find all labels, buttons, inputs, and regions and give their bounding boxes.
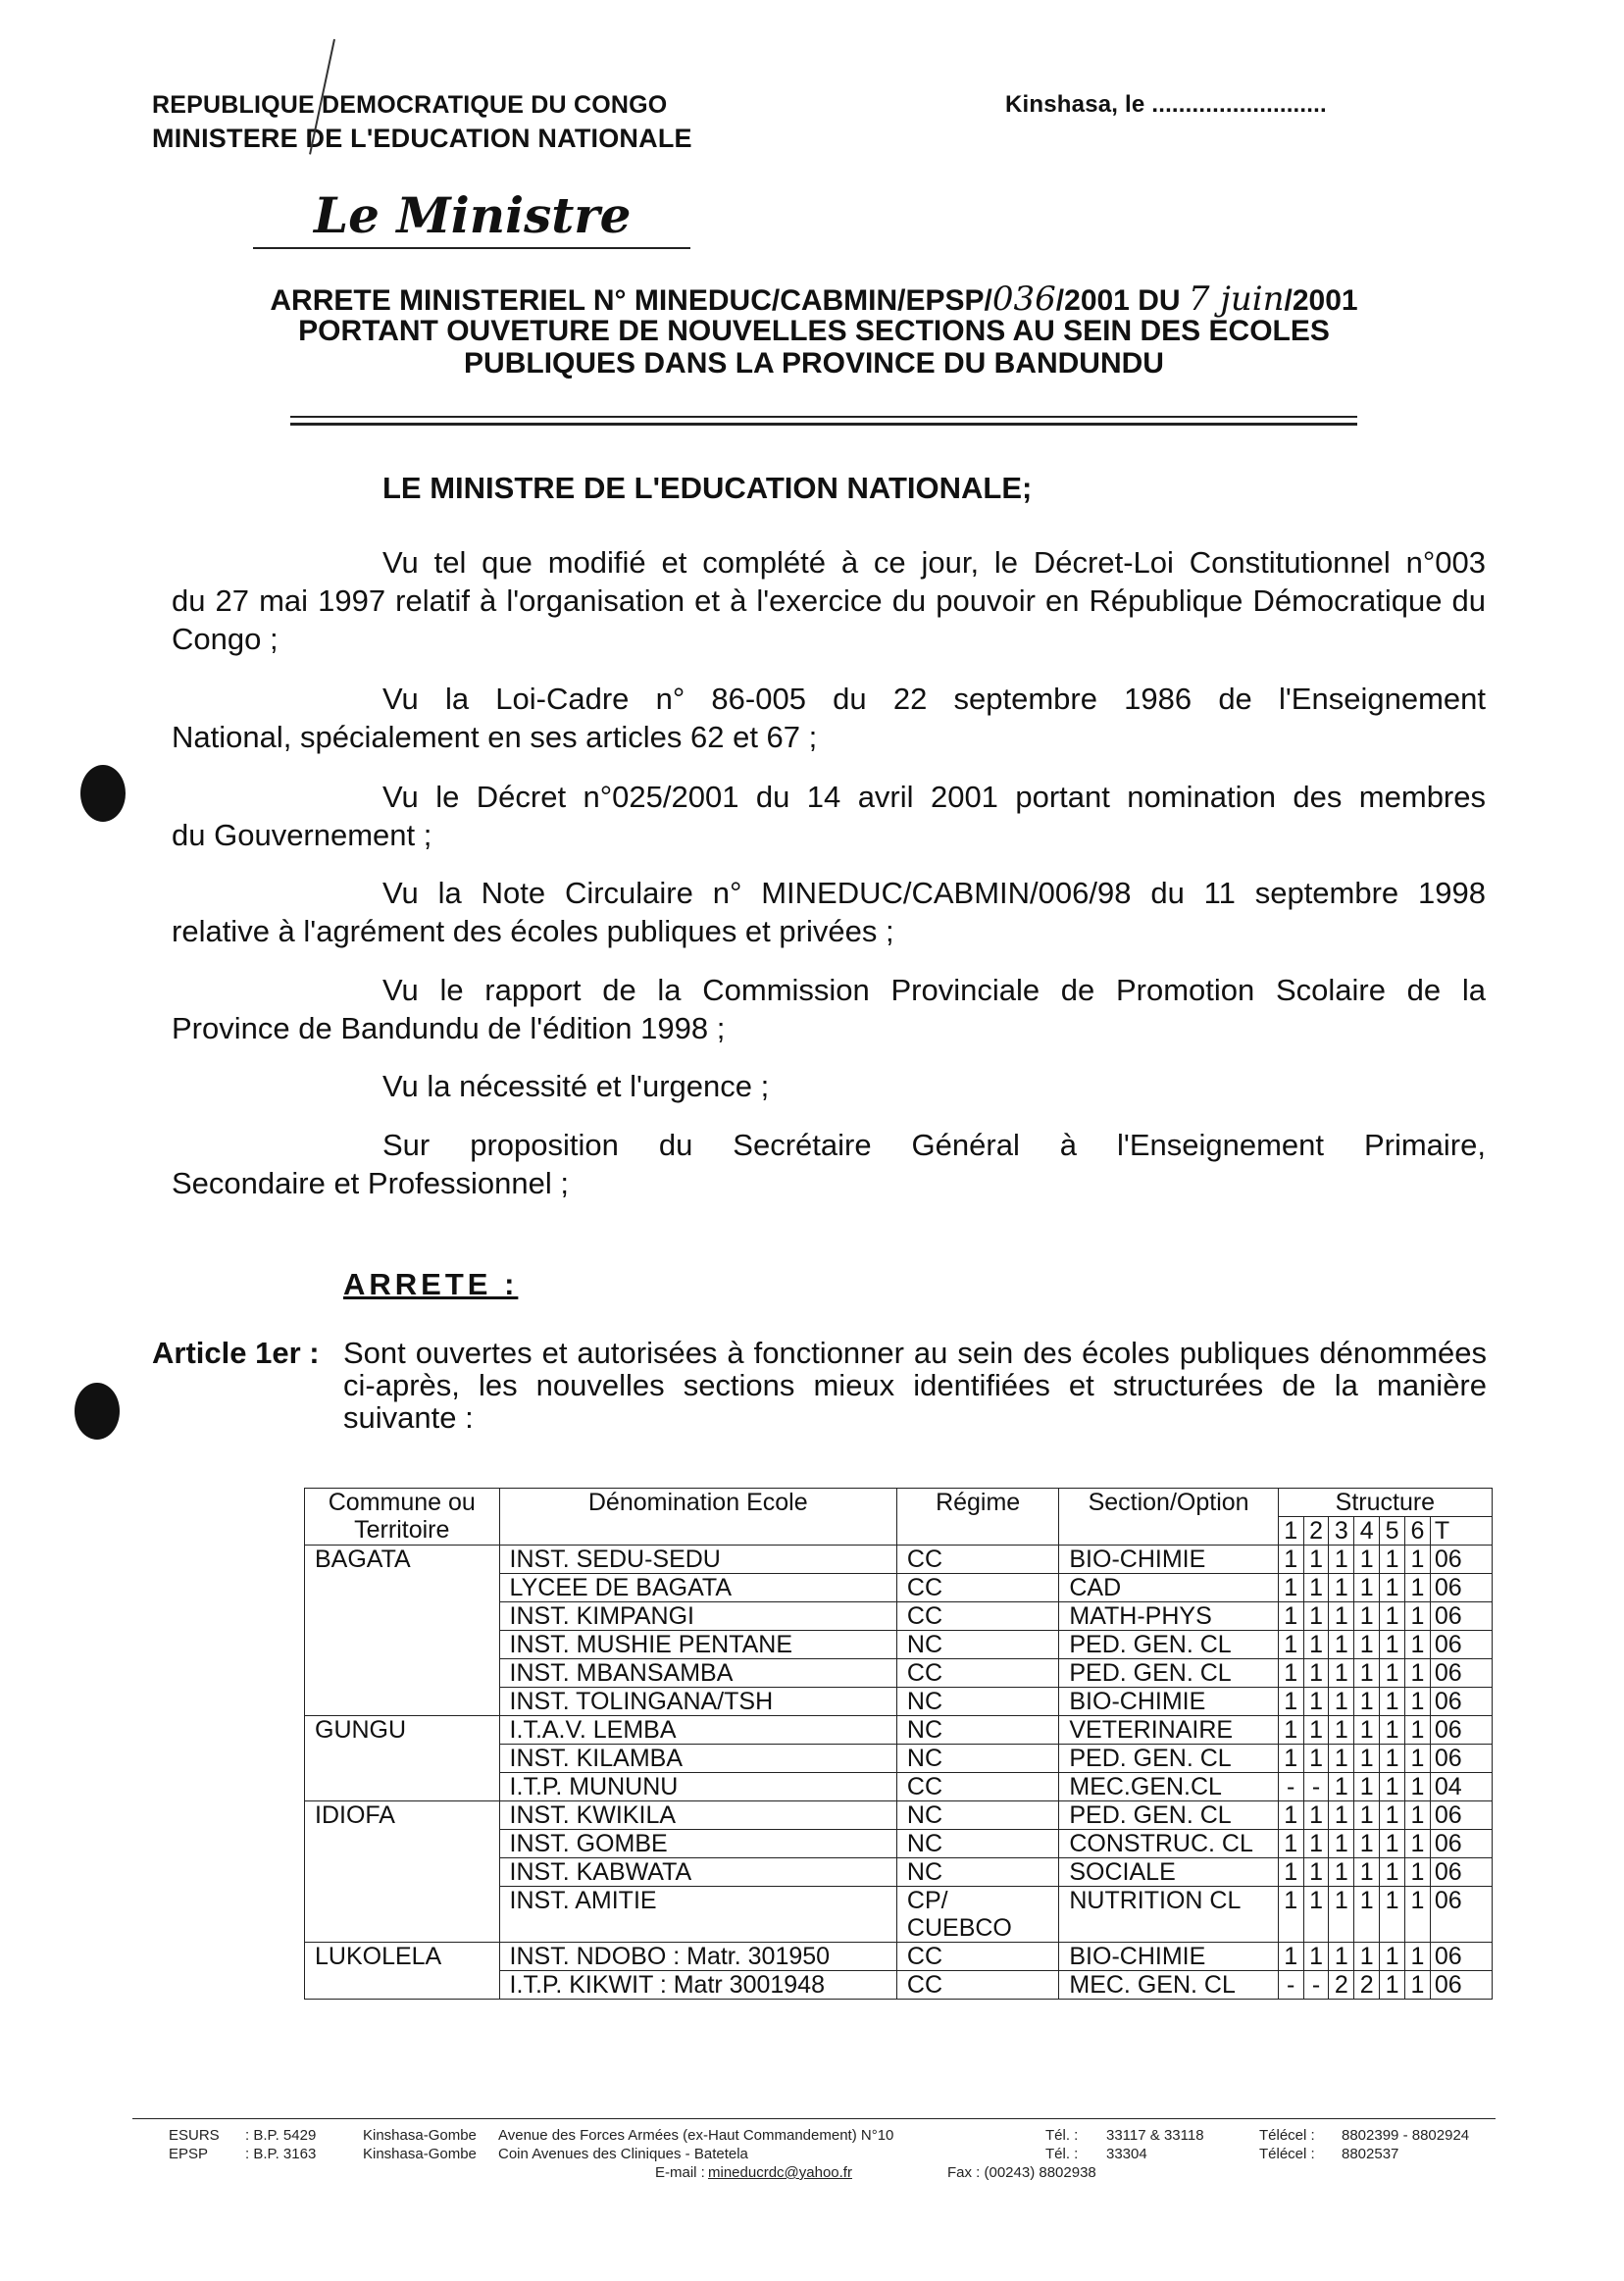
cell-structure-total: 06 — [1430, 1716, 1492, 1745]
cell-structure-5: 1 — [1380, 1773, 1405, 1801]
cell-regime: CP/ CUEBCO — [896, 1887, 1058, 1943]
cell-structure-5: 1 — [1380, 1659, 1405, 1688]
cell-regime: CC — [896, 1602, 1058, 1631]
cell-structure-4: 2 — [1354, 1971, 1380, 2000]
footer-row2-city: Kinshasa-Gombe — [363, 2146, 477, 2162]
cell-regime: CC — [896, 1971, 1058, 2000]
cell-structure-5: 1 — [1380, 1631, 1405, 1659]
cell-regime: NC — [896, 1858, 1058, 1887]
cell-section: NUTRITION CL — [1059, 1887, 1278, 1943]
table-row — [305, 1773, 1493, 1801]
table-row — [305, 1716, 1493, 1745]
cell-structure-6: 1 — [1404, 1801, 1430, 1830]
struct-col-total: T — [1430, 1517, 1492, 1546]
cell-structure-2: 1 — [1303, 1631, 1329, 1659]
cell-commune — [305, 1688, 500, 1716]
table-row — [305, 1887, 1493, 1943]
cell-structure-total: 06 — [1430, 1830, 1492, 1858]
cell-commune — [305, 1858, 500, 1887]
cell-section: VETERINAIRE — [1059, 1716, 1278, 1745]
col-regime: Régime — [896, 1489, 1058, 1546]
cell-commune — [305, 1887, 500, 1943]
cell-regime: CC — [896, 1773, 1058, 1801]
cell-school: INST. KABWATA — [499, 1858, 896, 1887]
cell-commune: BAGATA — [305, 1546, 500, 1574]
cell-structure-6: 1 — [1404, 1858, 1430, 1887]
col-commune: Commune ou Territoire — [305, 1489, 500, 1546]
cell-commune — [305, 1659, 500, 1688]
cell-structure-4: 1 — [1354, 1745, 1380, 1773]
cell-structure-total: 06 — [1430, 1688, 1492, 1716]
cell-structure-total: 04 — [1430, 1773, 1492, 1801]
cell-commune — [305, 1745, 500, 1773]
cell-school: INST. KILAMBA — [499, 1745, 896, 1773]
cell-structure-5: 1 — [1380, 1602, 1405, 1631]
cell-commune — [305, 1602, 500, 1631]
struct-col-4: 4 — [1354, 1517, 1380, 1546]
cell-school: INST. AMITIE — [499, 1887, 896, 1943]
col-structure: Structure — [1278, 1489, 1492, 1517]
title-rule-top — [290, 416, 1357, 418]
cell-structure-1: 1 — [1278, 1801, 1303, 1830]
cell-structure-1: - — [1278, 1773, 1303, 1801]
footer-row1-address: Avenue des Forces Armées (ex-Haut Commandement) N°10 — [498, 2127, 894, 2144]
cell-structure-5: 1 — [1380, 1716, 1405, 1745]
cell-regime: CC — [896, 1574, 1058, 1602]
struct-col-5: 5 — [1380, 1517, 1405, 1546]
cell-structure-total: 06 — [1430, 1887, 1492, 1943]
cell-structure-6: 1 — [1404, 1773, 1430, 1801]
cell-structure-2: 1 — [1303, 1801, 1329, 1830]
table-row — [305, 1830, 1493, 1858]
signature-underline — [253, 247, 690, 249]
cell-commune — [305, 1830, 500, 1858]
cell-structure-1: 1 — [1278, 1574, 1303, 1602]
cell-structure-3: 1 — [1329, 1943, 1354, 1971]
footer-fax: Fax : (00243) 8802938 — [947, 2164, 1096, 2181]
footer-row2-address: Coin Avenues des Cliniques - Batetela — [498, 2146, 748, 2162]
cell-structure-4: 1 — [1354, 1546, 1380, 1574]
cell-structure-3: 1 — [1329, 1631, 1354, 1659]
cell-regime: NC — [896, 1716, 1058, 1745]
table-row — [305, 1688, 1493, 1716]
consideration-4: Vu la Note Circulaire n° MINEDUC/CABMIN/006/98 du 11 septembre 1998 relative à l'agrément des écoles publiques et privées ; — [172, 876, 1486, 948]
cell-section: MEC.GEN.CL — [1059, 1773, 1278, 1801]
cell-school: INST. NDOBO : Matr. 301950 — [499, 1943, 896, 1971]
cell-section: PED. GEN. CL — [1059, 1745, 1278, 1773]
cell-structure-4: 1 — [1354, 1574, 1380, 1602]
cell-structure-5: 1 — [1380, 1546, 1405, 1574]
cell-structure-6: 1 — [1404, 1546, 1430, 1574]
article1-label: Article 1er : — [152, 1336, 320, 1370]
cell-structure-2: 1 — [1303, 1887, 1329, 1943]
cell-structure-total: 06 — [1430, 1858, 1492, 1887]
footer-rule — [132, 2118, 1496, 2119]
cell-commune — [305, 1631, 500, 1659]
cell-structure-total: 06 — [1430, 1546, 1492, 1574]
cell-structure-2: 1 — [1303, 1830, 1329, 1858]
cell-commune — [305, 1971, 500, 2000]
punch-hole-mark — [75, 1383, 120, 1440]
decree-title-line2: PORTANT OUVETURE DE NOUVELLES SECTIONS AU SEIN DES ECOLES — [298, 315, 1330, 347]
footer-email-link[interactable]: mineducrdc@yahoo.fr — [708, 2164, 852, 2181]
cell-structure-1: 1 — [1278, 1745, 1303, 1773]
cell-structure-4: 1 — [1354, 1773, 1380, 1801]
ministry-name: MINISTERE DE L'EDUCATION NATIONALE — [152, 124, 692, 153]
cell-structure-1: 1 — [1278, 1716, 1303, 1745]
cell-structure-6: 1 — [1404, 1971, 1430, 2000]
cell-structure-3: 1 — [1329, 1745, 1354, 1773]
cell-structure-6: 1 — [1404, 1716, 1430, 1745]
cell-structure-1: 1 — [1278, 1858, 1303, 1887]
cell-regime: CC — [896, 1659, 1058, 1688]
cell-section: CAD — [1059, 1574, 1278, 1602]
cell-school: INST. KIMPANGI — [499, 1602, 896, 1631]
cell-structure-3: 1 — [1329, 1887, 1354, 1943]
cell-structure-5: 1 — [1380, 1830, 1405, 1858]
cell-regime: NC — [896, 1688, 1058, 1716]
cell-structure-6: 1 — [1404, 1745, 1430, 1773]
table-row — [305, 1971, 1493, 2000]
cell-structure-2: - — [1303, 1773, 1329, 1801]
cell-structure-1: 1 — [1278, 1602, 1303, 1631]
cell-structure-6: 1 — [1404, 1631, 1430, 1659]
cell-structure-2: 1 — [1303, 1688, 1329, 1716]
consideration-1: Vu tel que modifié et complété à ce jour, le Décret-Loi Constitutionnel n°003 du 27 mai 1997 relatif à l'organisation et à l'exercice du pouvoir en République Démocratique du Congo ; — [172, 545, 1486, 656]
cell-section: SOCIALE — [1059, 1858, 1278, 1887]
struct-col-3: 3 — [1329, 1517, 1354, 1546]
cell-structure-2: 1 — [1303, 1745, 1329, 1773]
cell-structure-4: 1 — [1354, 1688, 1380, 1716]
cell-structure-6: 1 — [1404, 1659, 1430, 1688]
cell-structure-5: 1 — [1380, 1574, 1405, 1602]
consideration-3: Vu le Décret n°025/2001 du 14 avril 2001 portant nomination des membres du Gouvernement ; — [172, 780, 1486, 852]
cell-structure-total: 06 — [1430, 1801, 1492, 1830]
cell-structure-3: 1 — [1329, 1773, 1354, 1801]
cell-structure-3: 1 — [1329, 1858, 1354, 1887]
cell-structure-5: 1 — [1380, 1943, 1405, 1971]
title-rule-bottom — [290, 423, 1357, 426]
minister-heading: LE MINISTRE DE L'EDUCATION NATIONALE; — [382, 471, 1033, 505]
table-row — [305, 1659, 1493, 1688]
cell-section: BIO-CHIMIE — [1059, 1546, 1278, 1574]
cell-structure-6: 1 — [1404, 1943, 1430, 1971]
cell-structure-total: 06 — [1430, 1631, 1492, 1659]
cell-structure-6: 1 — [1404, 1887, 1430, 1943]
footer-row2-tel-label: Tél. : — [1045, 2146, 1079, 2162]
cell-regime: CC — [896, 1943, 1058, 1971]
cell-regime: CC — [896, 1546, 1058, 1574]
footer-row2-telecel: 8802537 — [1342, 2146, 1399, 2162]
footer-row2-tel: 33304 — [1106, 2146, 1147, 2162]
col-section: Section/Option — [1059, 1489, 1278, 1546]
cell-school: I.T.P. KIKWIT : Matr 3001948 — [499, 1971, 896, 2000]
cell-structure-3: 1 — [1329, 1830, 1354, 1858]
cell-structure-total: 06 — [1430, 1574, 1492, 1602]
cell-structure-total: 06 — [1430, 1659, 1492, 1688]
cell-structure-6: 1 — [1404, 1602, 1430, 1631]
place-date: Kinshasa, le .......................... — [1005, 91, 1327, 118]
footer-row1-tel-label: Tél. : — [1045, 2127, 1079, 2144]
cell-regime: NC — [896, 1801, 1058, 1830]
consideration-7: Sur proposition du Secrétaire Général à l'Enseignement Primaire, Secondaire et Professionnel ; — [172, 1128, 1486, 1200]
cell-structure-2: 1 — [1303, 1858, 1329, 1887]
cell-structure-1: 1 — [1278, 1546, 1303, 1574]
cell-school: LYCEE DE BAGATA — [499, 1574, 896, 1602]
table-row — [305, 1858, 1493, 1887]
cell-structure-1: 1 — [1278, 1943, 1303, 1971]
cell-school: I.T.P. MUNUNU — [499, 1773, 896, 1801]
cell-regime: NC — [896, 1745, 1058, 1773]
cell-structure-4: 1 — [1354, 1943, 1380, 1971]
table-row — [305, 1801, 1493, 1830]
footer-row1-city: Kinshasa-Gombe — [363, 2127, 477, 2144]
cell-regime: NC — [896, 1631, 1058, 1659]
article1-text: Sont ouvertes et autorisées à fonctionner au sein des écoles publiques dénommées ci-après, les nouvelles sections mieux identifiées et structurées de la manière suivante : — [343, 1336, 1487, 1435]
cell-structure-4: 1 — [1354, 1631, 1380, 1659]
cell-structure-2: 1 — [1303, 1943, 1329, 1971]
cell-section: MEC. GEN. CL — [1059, 1971, 1278, 2000]
republic-name: REPUBLIQUE DEMOCRATIQUE DU CONGO — [152, 91, 668, 119]
cell-structure-5: 1 — [1380, 1801, 1405, 1830]
cell-structure-4: 1 — [1354, 1602, 1380, 1631]
cell-structure-6: 1 — [1404, 1830, 1430, 1858]
cell-structure-3: 1 — [1329, 1574, 1354, 1602]
struct-col-6: 6 — [1404, 1517, 1430, 1546]
cell-section: CONSTRUC. CL — [1059, 1830, 1278, 1858]
cell-structure-4: 1 — [1354, 1801, 1380, 1830]
cell-structure-2: 1 — [1303, 1546, 1329, 1574]
consideration-2: Vu la Loi-Cadre n° 86-005 du 22 septembre 1986 de l'Enseignement National, spécialement en ses articles 62 et 67 ; — [172, 682, 1486, 754]
table-row — [305, 1546, 1493, 1574]
cell-structure-1: - — [1278, 1971, 1303, 2000]
footer-row1-org: ESURS — [169, 2127, 220, 2144]
struct-col-2: 2 — [1303, 1517, 1329, 1546]
punch-hole-mark — [80, 765, 126, 822]
cell-school: INST. TOLINGANA/TSH — [499, 1688, 896, 1716]
col-school: Dénomination Ecole — [499, 1489, 896, 1546]
cell-regime: NC — [896, 1830, 1058, 1858]
cell-structure-1: 1 — [1278, 1830, 1303, 1858]
footer-email-label: E-mail : — [655, 2164, 705, 2181]
footer-row1-bp: : B.P. 5429 — [245, 2127, 317, 2144]
cell-commune — [305, 1773, 500, 1801]
decree-title-line3: PUBLIQUES DANS LA PROVINCE DU BANDUNDU — [464, 347, 1164, 380]
table-row — [305, 1602, 1493, 1631]
cell-structure-5: 1 — [1380, 1858, 1405, 1887]
cell-structure-5: 1 — [1380, 1887, 1405, 1943]
cell-section: BIO-CHIMIE — [1059, 1688, 1278, 1716]
signature-title: Le Ministre — [314, 186, 632, 244]
cell-section: PED. GEN. CL — [1059, 1631, 1278, 1659]
cell-section: MATH-PHYS — [1059, 1602, 1278, 1631]
cell-structure-5: 1 — [1380, 1971, 1405, 2000]
cell-school: INST. SEDU-SEDU — [499, 1546, 896, 1574]
cell-structure-2: 1 — [1303, 1659, 1329, 1688]
cell-commune: IDIOFA — [305, 1801, 500, 1830]
cell-structure-4: 1 — [1354, 1858, 1380, 1887]
cell-structure-4: 1 — [1354, 1887, 1380, 1943]
sections-table — [304, 1488, 1493, 2000]
cell-structure-3: 1 — [1329, 1716, 1354, 1745]
cell-structure-6: 1 — [1404, 1688, 1430, 1716]
cell-structure-1: 1 — [1278, 1659, 1303, 1688]
table-row — [305, 1745, 1493, 1773]
table-row — [305, 1943, 1493, 1971]
footer-row1-tel: 33117 & 33118 — [1106, 2127, 1204, 2144]
struct-col-1: 1 — [1278, 1517, 1303, 1546]
cell-commune: LUKOLELA — [305, 1943, 500, 1971]
cell-structure-total: 06 — [1430, 1745, 1492, 1773]
cell-structure-3: 2 — [1329, 1971, 1354, 2000]
footer-row1-telecel-label: Télécel : — [1259, 2127, 1315, 2144]
cell-commune — [305, 1574, 500, 1602]
cell-structure-total: 06 — [1430, 1943, 1492, 1971]
cell-structure-1: 1 — [1278, 1631, 1303, 1659]
consideration-5: Vu le rapport de la Commission Provinciale de Promotion Scolaire de la Province de Bandundu de l'édition 1998 ; — [172, 973, 1486, 1045]
cell-structure-5: 1 — [1380, 1745, 1405, 1773]
cell-school: I.T.A.V. LEMBA — [499, 1716, 896, 1745]
cell-structure-total: 06 — [1430, 1602, 1492, 1631]
footer-row2-bp: : B.P. 3163 — [245, 2146, 317, 2162]
cell-structure-2: 1 — [1303, 1574, 1329, 1602]
cell-structure-2: - — [1303, 1971, 1329, 2000]
cell-structure-4: 1 — [1354, 1716, 1380, 1745]
cell-structure-6: 1 — [1404, 1574, 1430, 1602]
cell-school: INST. GOMBE — [499, 1830, 896, 1858]
cell-section: PED. GEN. CL — [1059, 1801, 1278, 1830]
table-row — [305, 1631, 1493, 1659]
cell-structure-3: 1 — [1329, 1801, 1354, 1830]
cell-structure-1: 1 — [1278, 1688, 1303, 1716]
arrete-heading: ARRETE : — [343, 1267, 519, 1301]
cell-structure-4: 1 — [1354, 1659, 1380, 1688]
footer-row1-telecel: 8802399 - 8802924 — [1342, 2127, 1470, 2144]
cell-structure-5: 1 — [1380, 1688, 1405, 1716]
cell-structure-3: 1 — [1329, 1659, 1354, 1688]
cell-school: INST. MBANSAMBA — [499, 1659, 896, 1688]
cell-structure-total: 06 — [1430, 1971, 1492, 2000]
footer-row2-telecel-label: Télécel : — [1259, 2146, 1315, 2162]
cell-section: PED. GEN. CL — [1059, 1659, 1278, 1688]
cell-school: INST. KWIKILA — [499, 1801, 896, 1830]
cell-commune: GUNGU — [305, 1716, 500, 1745]
cell-structure-4: 1 — [1354, 1830, 1380, 1858]
cell-structure-2: 1 — [1303, 1602, 1329, 1631]
cell-structure-3: 1 — [1329, 1546, 1354, 1574]
decree-title-line1: ARRETE MINISTERIEL N° MINEDUC/CABMIN/EPSP/036/2001 DU 7 juin/2001 — [270, 279, 1358, 319]
table-body — [305, 1546, 1493, 2000]
table-row — [305, 1574, 1493, 1602]
cell-school: INST. MUSHIE PENTANE — [499, 1631, 896, 1659]
table-header-row — [305, 1489, 1493, 1517]
footer-row2-org: EPSP — [169, 2146, 209, 2162]
cell-section: BIO-CHIMIE — [1059, 1943, 1278, 1971]
cell-structure-1: 1 — [1278, 1887, 1303, 1943]
cell-structure-3: 1 — [1329, 1602, 1354, 1631]
consideration-6: Vu la nécessité et l'urgence ; — [382, 1069, 770, 1103]
cell-structure-3: 1 — [1329, 1688, 1354, 1716]
cell-structure-2: 1 — [1303, 1716, 1329, 1745]
